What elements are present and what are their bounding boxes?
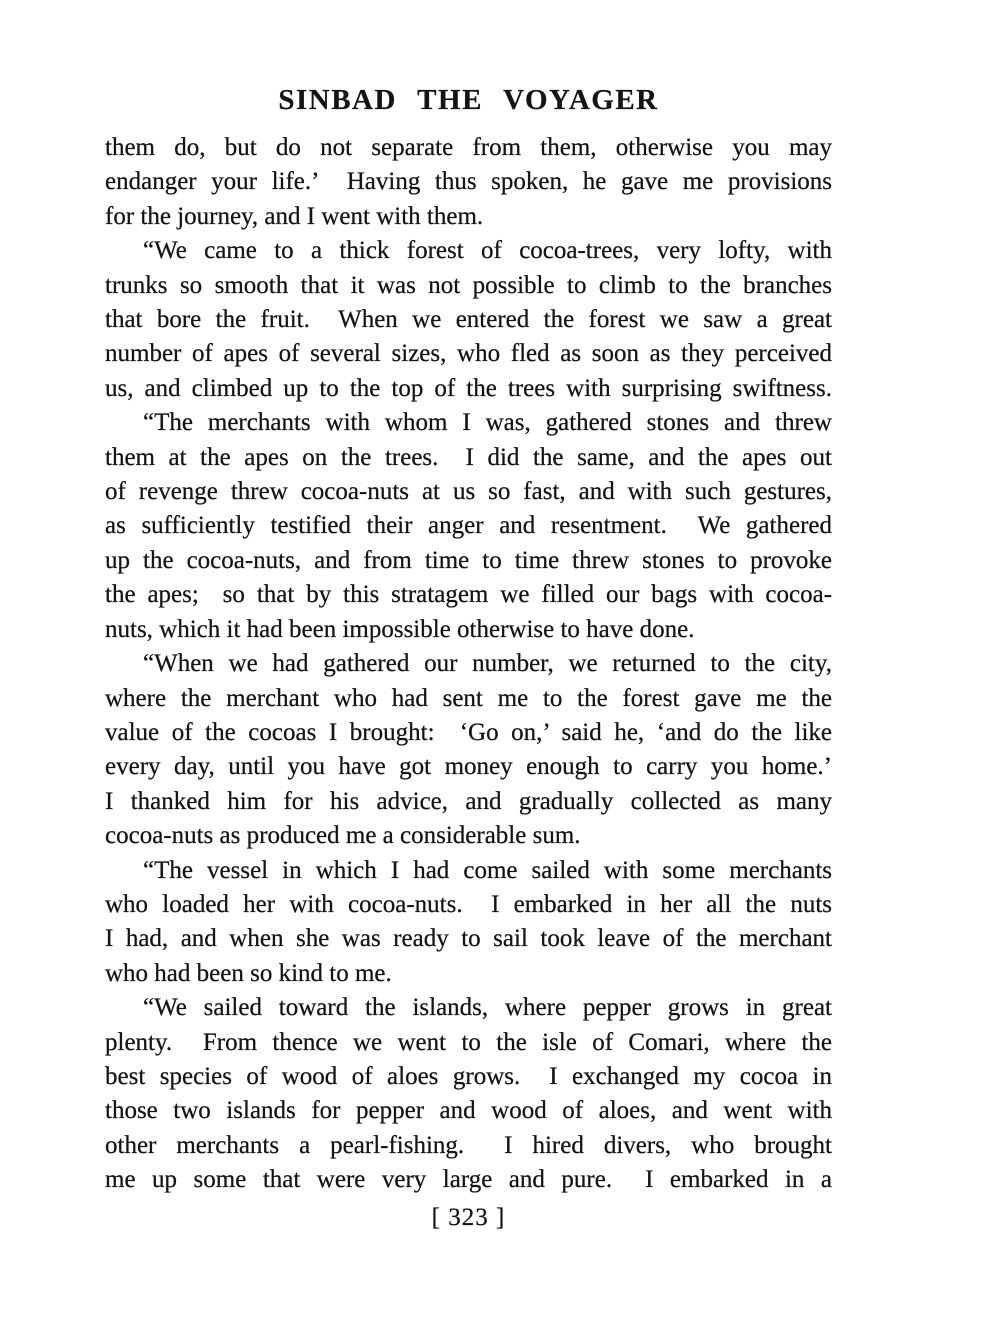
text-line: “The vessel in which I had come sailed with some merchants	[143, 856, 832, 884]
text-line: those two islands for pepper and wood of aloes, and went with	[105, 1097, 832, 1125]
text-line: who had been so kind to me.	[105, 959, 392, 987]
text-line: us, and climbed up to the top of the trees with surprising swiftness.	[105, 374, 832, 402]
paragraph	[105, 991, 832, 1197]
text-line: “The merchants with whom I was, gathered stones and threw	[143, 409, 832, 437]
page-number: [ 323 ]	[431, 1203, 506, 1231]
text-line: of revenge threw cocoa-nuts at us so fast, and with such gestures,	[105, 478, 832, 506]
text-line: as sufficiently testified their anger and resentment. We gathered	[105, 512, 832, 540]
text-line: other merchants a pearl-fishing. I hired divers, who brought	[105, 1131, 832, 1159]
text-line: who loaded her with cocoa-nuts. I embarked in her all the nuts	[105, 890, 832, 918]
text-block	[105, 84, 832, 1233]
text-line: that bore the fruit. When we entered the forest we saw a great	[105, 306, 832, 334]
body-text	[105, 131, 832, 1198]
text-line: endanger your life.’ Having thus spoken, he gave me provisions	[105, 168, 832, 196]
paragraph	[105, 647, 832, 853]
paragraph	[105, 234, 832, 406]
text-line: “We came to a thick forest of cocoa-trees, very lofty, with	[143, 237, 832, 265]
text-line: “When we had gathered our number, we returned to the city,	[143, 650, 832, 678]
paragraph	[105, 406, 832, 647]
text-line: where the merchant who had sent me to the forest gave me the	[105, 684, 832, 712]
text-line: trunks so smooth that it was not possible to climb to the branches	[105, 271, 832, 299]
text-line: plenty. From thence we went to the isle of Comari, where the	[105, 1028, 832, 1056]
page-title: SINBAD THE VOYAGER	[278, 84, 659, 116]
text-line: nuts, which it had been impossible otherwise to have done.	[105, 615, 695, 643]
text-line: every day, until you have got money enough to carry you home.’	[105, 753, 832, 781]
text-line: up the cocoa-nuts, and from time to time threw stones to provoke	[105, 546, 832, 574]
text-line: I thanked him for his advice, and gradually collected as many	[105, 787, 832, 815]
text-line: value of the cocoas I brought: ‘Go on,’ said he, ‘and do the like	[105, 718, 832, 746]
text-line: best species of wood of aloes grows. I exchanged my cocoa in	[105, 1062, 832, 1090]
paragraph	[105, 854, 832, 992]
text-line: the apes; so that by this stratagem we filled our bags with cocoa-	[105, 581, 832, 609]
text-line: for the journey, and I went with them.	[105, 202, 484, 230]
text-line: me up some that were very large and pure. I embarked in a	[105, 1166, 832, 1194]
text-line: cocoa-nuts as produced me a considerable sum.	[105, 822, 581, 850]
text-line: “We sailed toward the islands, where pepper grows in great	[143, 994, 832, 1022]
text-line: number of apes of several sizes, who fled as soon as they perceived	[105, 340, 832, 368]
text-line: I had, and when she was ready to sail took leave of the merchant	[105, 925, 832, 953]
text-line: them do, but do not separate from them, otherwise you may	[105, 134, 832, 161]
text-line: them at the apes on the trees. I did the same, and the apes out	[105, 443, 832, 471]
paragraph	[105, 131, 832, 234]
